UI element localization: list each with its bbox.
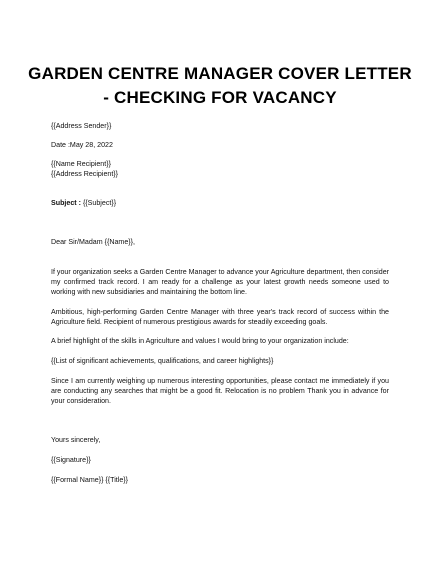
signature: {{Signature}}	[51, 456, 91, 464]
paragraph-summary: Ambitious, high-performing Garden Centre Manager with three year's track record of success within the Agriculture field. Recipient of numerous prestigious awards for steadily exceeding goals.	[51, 308, 389, 327]
subject-label: Subject :	[51, 199, 81, 207]
title-line-1: GARDEN CENTRE MANAGER COVER LETTER	[28, 64, 412, 83]
paragraph-achievements: {{List of significant achievements, qualifications, and career highlights}}	[51, 357, 274, 365]
paragraph-skills-intro: A brief highlight of the skills in Agriculture and values I would bring to your organization include:	[51, 337, 349, 345]
valediction: Yours sincerely,	[51, 436, 101, 444]
address-recipient: {{Address Recipient}}	[51, 170, 119, 178]
paragraph-intro: If your organization seeks a Garden Centre Manager to advance your Agriculture department, then consider my confirmed track record. I am ready for a challenge as your latest growth needs someone used to working with new subsidiaries and maintaining the bottom line.	[51, 268, 389, 297]
document-title	[20, 62, 420, 110]
subject-value: {{Subject}}	[80, 199, 117, 207]
formal-name: {{Formal Name}} {{Title}}	[51, 476, 129, 484]
paragraph-closing: Since I am currently weighing up numerous interesting opportunities, please contact me immediately if you are conducting any searches that might be a good fit. Relocation is no problem Thank you in advance for your consideration.	[51, 377, 389, 406]
address-sender: {{Address Sender}}	[51, 122, 112, 130]
title-line-2: - CHECKING FOR VACANCY	[103, 88, 337, 107]
salutation: Dear Sir/Madam {{Name}},	[51, 238, 135, 246]
name-recipient: {{Name Recipient}}	[51, 160, 111, 168]
letter-date: Date :May 28, 2022	[51, 141, 113, 149]
subject-line	[51, 198, 116, 208]
